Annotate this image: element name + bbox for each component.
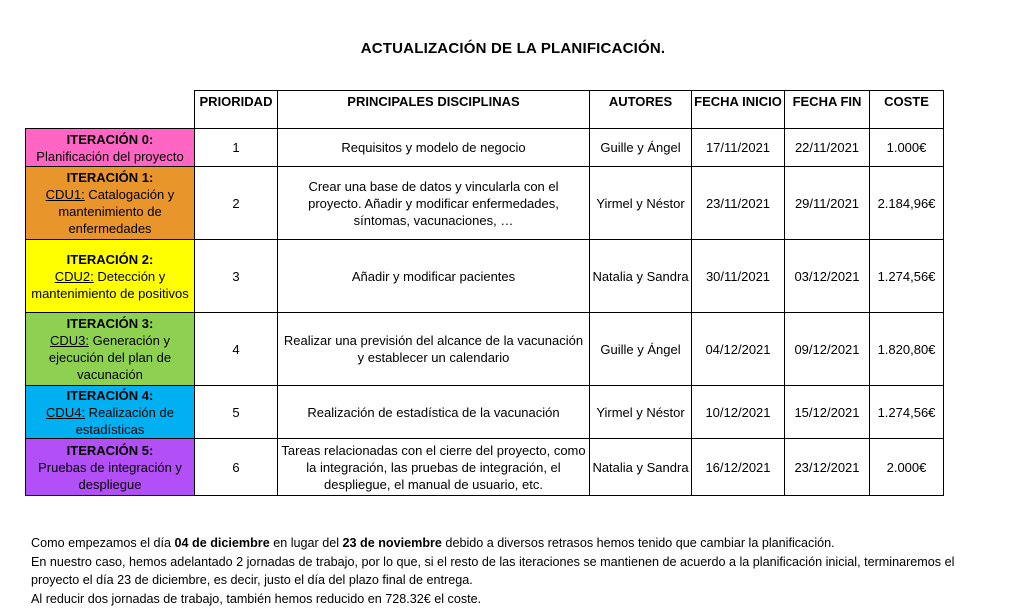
end-date-cell: 23/12/2021	[785, 439, 870, 496]
disciplines-cell: Añadir y modificar pacientes	[278, 240, 590, 313]
authors-cell: Natalia y Sandra	[590, 439, 692, 496]
paragraph-line-1	[31, 534, 1006, 553]
table-row	[26, 439, 944, 496]
iteration-desc: Realización de estadísticas	[75, 404, 174, 437]
priority-cell: 2	[195, 167, 278, 240]
authors-cell: Natalia y Sandra	[590, 240, 692, 313]
iteration-cell	[26, 240, 195, 313]
iteration-name: ITERACIÓN 3:	[66, 316, 154, 331]
table-row	[26, 167, 944, 240]
paragraph-line-2: En nuestro caso, hemos adelantado 2 jornadas de trabajo, por lo que, si el resto de las iteraciones se mantienen de acuerdo a la planificación inicial, terminaremos el proyecto el día 23 de diciembre, es decir, justo el día del plazo final de entrega.	[31, 554, 955, 588]
header-disciplinas: PRINCIPALES DISCIPLINAS	[278, 91, 590, 129]
disciplines-cell: Realizar una previsión del alcance de la vacunación y establecer un calendario	[278, 313, 590, 386]
page-title: ACTUALIZACIÓN DE LA PLANIFICACIÓN.	[360, 40, 666, 57]
authors-cell: Yirmel y Néstor	[590, 386, 692, 439]
cdu-link: CDU1:	[45, 187, 85, 202]
authors-cell: Yirmel y Néstor	[590, 167, 692, 240]
corner-cell	[26, 91, 195, 129]
iteration-desc: Catalogación y mantenimiento de enfermedades	[58, 187, 175, 236]
priority-cell: 1	[195, 129, 278, 167]
iteration-name: ITERACIÓN 1:	[66, 170, 154, 185]
disciplines-cell: Crear una base de datos y vincularla con el proyecto. Añadir y modificar enfermedades, síntomas, vacunaciones, …	[278, 167, 590, 240]
header-autores: AUTORES	[590, 91, 692, 129]
iteration-desc: Detección y mantenimiento de positivos	[31, 268, 189, 301]
disciplines-cell: Tareas relacionadas con el cierre del proyecto, como la integración, las pruebas de integración, el despliegue, el manual de usuario, etc.	[278, 439, 590, 496]
iteration-cell	[26, 167, 195, 240]
end-date-cell: 29/11/2021	[785, 167, 870, 240]
header-fecha-inicio: FECHA INICIO	[692, 91, 785, 129]
table-header-row	[26, 91, 944, 129]
cost-cell: 1.274,56€	[870, 386, 944, 439]
text-span: en lugar del	[269, 536, 343, 550]
cost-cell: 1.820,80€	[870, 313, 944, 386]
highlight-date: 23 de noviembre	[342, 536, 442, 550]
start-date-cell: 04/12/2021	[692, 313, 785, 386]
start-date-cell: 30/11/2021	[692, 240, 785, 313]
end-date-cell: 09/12/2021	[785, 313, 870, 386]
end-date-cell: 03/12/2021	[785, 240, 870, 313]
table-row	[26, 129, 944, 167]
authors-cell: Guille y Ángel	[590, 129, 692, 167]
start-date-cell: 10/12/2021	[692, 386, 785, 439]
planning-table	[25, 90, 944, 496]
priority-cell: 3	[195, 240, 278, 313]
header-prioridad: PRIORIDAD	[195, 91, 278, 129]
highlight-date: 04 de diciembre	[174, 536, 270, 550]
iteration-name: ITERACIÓN 5:	[66, 442, 154, 458]
cost-cell: 1.000€	[870, 129, 944, 167]
disciplines-cell: Realización de estadística de la vacunación	[278, 386, 590, 439]
header-fecha-fin: FECHA FIN	[785, 91, 870, 129]
priority-cell: 4	[195, 313, 278, 386]
start-date-cell: 16/12/2021	[692, 439, 785, 496]
cost-cell: 1.274,56€	[870, 240, 944, 313]
iteration-desc: Planificación del proyecto	[36, 148, 184, 164]
authors-cell: Guille y Ángel	[590, 313, 692, 386]
iteration-name: ITERACIÓN 0:	[66, 131, 154, 147]
header-coste: COSTE	[870, 91, 944, 129]
end-date-cell: 22/11/2021	[785, 129, 870, 167]
iteration-name: ITERACIÓN 4:	[66, 387, 154, 403]
cdu-link: CDU3:	[50, 333, 90, 348]
paragraph-line-3: Al reducir dos jornadas de trabajo, también hemos reducido en 728.32€ el coste.	[31, 591, 482, 606]
iteration-desc: Generación y ejecución del plan de vacunación	[48, 333, 172, 382]
iteration-cell	[26, 386, 195, 439]
start-date-cell: 17/11/2021	[692, 129, 785, 167]
cost-cell: 2.184,96€	[870, 167, 944, 240]
start-date-cell: 23/11/2021	[692, 167, 785, 240]
iteration-cell	[26, 129, 195, 167]
text-span: debido a diversos retrasos hemos tenido que cambiar la planificación.	[441, 536, 835, 550]
priority-cell: 6	[195, 439, 278, 496]
iteration-cell	[26, 313, 195, 386]
text-span: Como empezamos el día	[31, 536, 175, 550]
iteration-cell	[26, 439, 195, 496]
cdu-link: CDU2:	[54, 268, 94, 284]
iteration-name: ITERACIÓN 2:	[66, 251, 154, 267]
table-row	[26, 386, 944, 439]
table-row	[26, 240, 944, 313]
explanation-paragraph	[31, 534, 1006, 608]
priority-cell: 5	[195, 386, 278, 439]
end-date-cell: 15/12/2021	[785, 386, 870, 439]
table-row	[26, 313, 944, 386]
cost-cell: 2.000€	[870, 439, 944, 496]
cdu-link: CDU4:	[46, 404, 86, 420]
disciplines-cell: Requisitos y modelo de negocio	[278, 129, 590, 167]
iteration-desc: Pruebas de integración y despliegue	[38, 459, 182, 492]
